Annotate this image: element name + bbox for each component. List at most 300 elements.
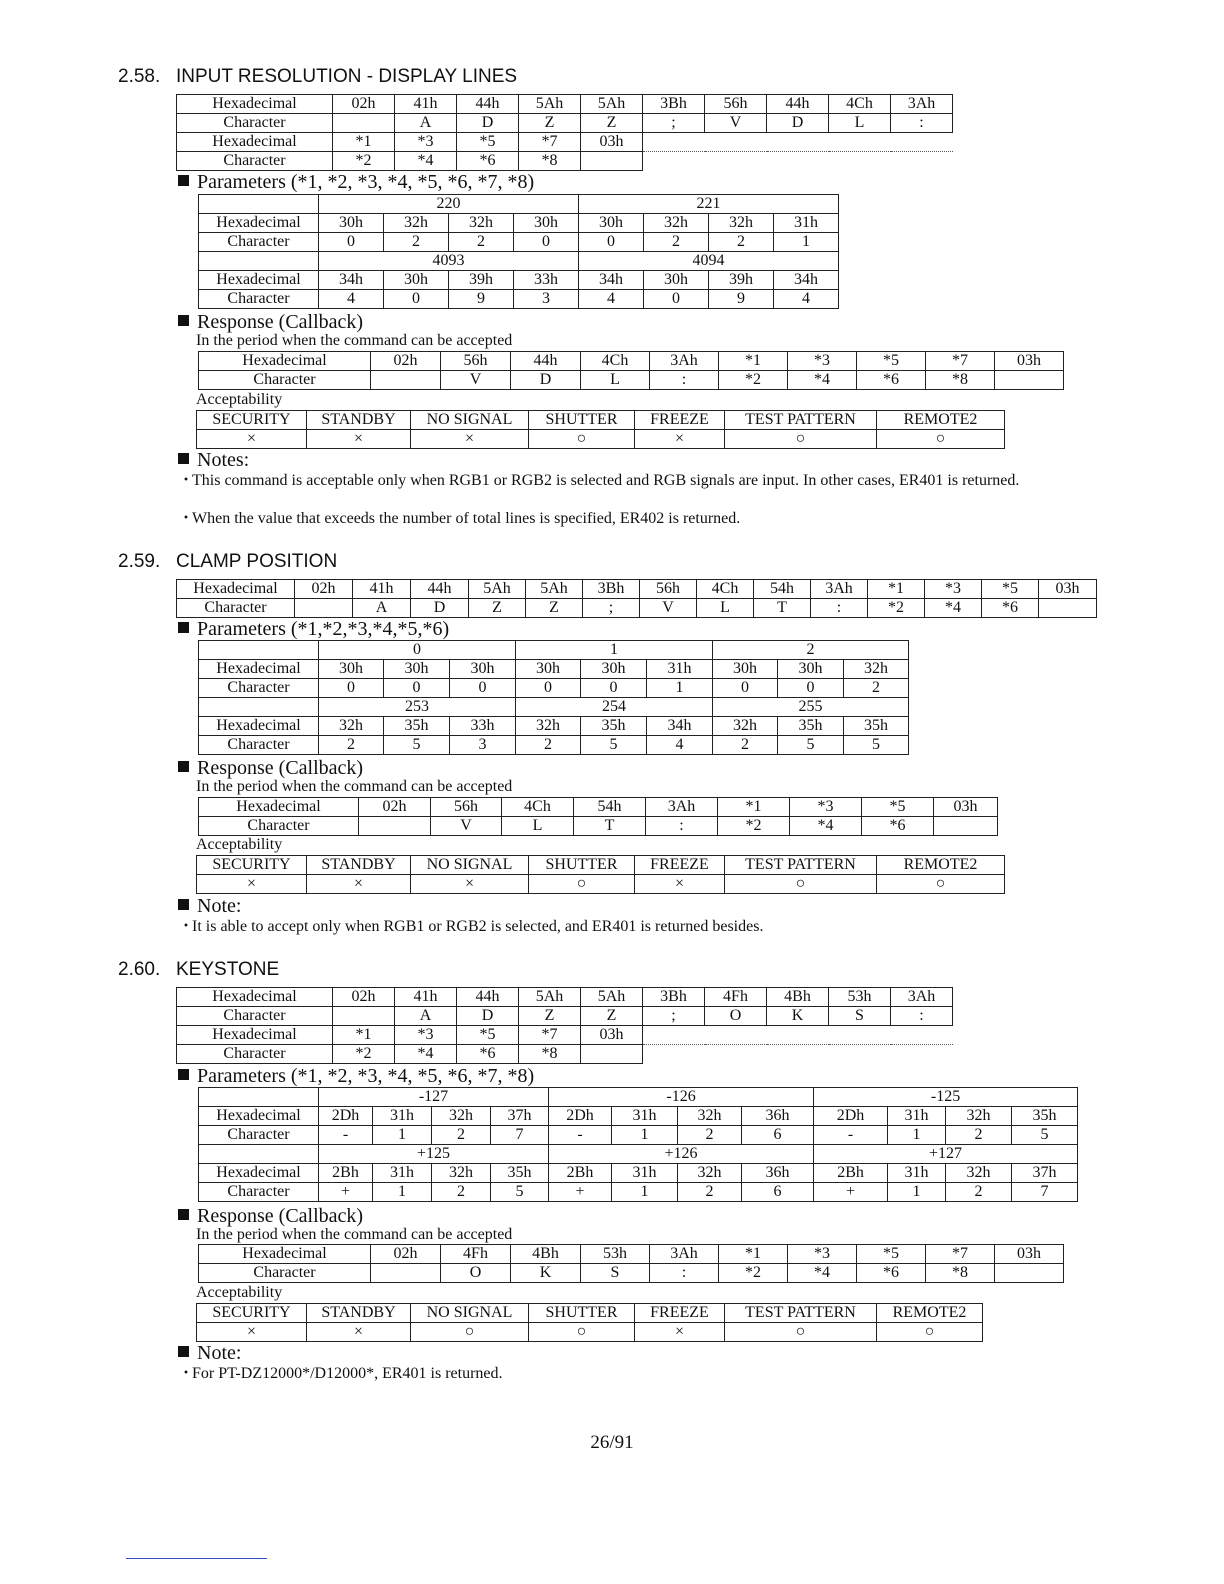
table-cell	[359, 817, 431, 836]
table-cell: *5	[982, 580, 1039, 599]
table-cell: D	[457, 1007, 519, 1026]
table-cell: ○	[529, 430, 635, 449]
table-cell: 03h	[581, 1026, 643, 1045]
notes-heading: Notes:	[178, 449, 249, 472]
table-cell: 2	[678, 1126, 742, 1145]
table-cell: ○	[877, 875, 1005, 894]
table-cell	[295, 599, 353, 618]
table-cell: ×	[635, 1323, 725, 1342]
table-cell: 31h	[888, 1107, 946, 1126]
table-cell: 39h	[709, 271, 774, 290]
table-cell: 39h	[449, 271, 514, 290]
group-header: 0	[319, 641, 516, 660]
table-cell: 34h	[579, 271, 644, 290]
table-cell: 30h	[450, 660, 516, 679]
table-cell: NO SIGNAL	[411, 411, 529, 430]
table-cell: *5	[457, 1026, 519, 1045]
row-label: Character	[199, 233, 319, 252]
table-cell: ×	[635, 430, 725, 449]
table-cell: REMOTE2	[877, 1304, 983, 1323]
table-cell: 32h	[946, 1107, 1012, 1126]
table-cell: 41h	[395, 95, 457, 114]
table-cell: TEST PATTERN	[725, 856, 877, 875]
table-cell: *2	[333, 152, 395, 171]
table-cell: *1	[333, 1026, 395, 1045]
table-cell: -	[319, 1126, 373, 1145]
table-cell: *6	[862, 817, 934, 836]
table-row	[177, 1026, 953, 1045]
footer-rule	[126, 1558, 267, 1559]
command-table	[176, 94, 953, 171]
table-cell: *8	[926, 1264, 995, 1283]
table-cell: A	[395, 1007, 457, 1026]
table-cell: *3	[788, 352, 857, 371]
table-cell: *1	[719, 352, 788, 371]
group-header: +126	[549, 1145, 814, 1164]
table-cell: 56h	[441, 352, 511, 371]
table-cell: 32h	[432, 1164, 491, 1183]
row-label: ×	[197, 875, 307, 894]
table-cell: :	[891, 1007, 953, 1026]
table-cell: D	[457, 114, 519, 133]
table-cell: 56h	[431, 798, 502, 817]
table-row	[199, 233, 839, 252]
table-cell: D	[767, 114, 829, 133]
table-cell: 32h	[384, 214, 449, 233]
table-cell: ×	[307, 875, 411, 894]
empty-cell	[891, 152, 953, 171]
group-header: 254	[516, 698, 713, 717]
table-row	[197, 411, 1005, 430]
table-cell: 6	[742, 1183, 814, 1202]
table-cell: 30h	[319, 660, 384, 679]
table-cell: 35h	[844, 717, 909, 736]
table-cell: Z	[519, 114, 581, 133]
group-header: 253	[319, 698, 516, 717]
table-cell: L	[697, 599, 754, 618]
table-cell: 44h	[511, 352, 581, 371]
acceptability-label: Acceptability	[196, 391, 283, 408]
group-header: -127	[319, 1088, 549, 1107]
response-heading: Response (Callback)	[178, 311, 363, 334]
table-cell: 4Ch	[581, 352, 650, 371]
table-cell: 32h	[432, 1107, 491, 1126]
table-cell: 02h	[295, 580, 353, 599]
table-cell	[333, 114, 395, 133]
table-cell: 0	[319, 679, 384, 698]
table-cell: *3	[788, 1245, 857, 1264]
table-cell: 35h	[778, 717, 844, 736]
table-cell: *5	[857, 352, 926, 371]
group-header: -126	[549, 1088, 814, 1107]
table-cell: 2	[946, 1183, 1012, 1202]
table-row	[177, 1045, 953, 1064]
table-cell: NO SIGNAL	[411, 1304, 529, 1323]
row-label: Character	[177, 1007, 333, 1026]
table-cell: 32h	[319, 717, 384, 736]
table-cell: 4	[647, 736, 713, 755]
group-header: 1	[516, 641, 713, 660]
table-cell: V	[640, 599, 697, 618]
table-cell: 34h	[319, 271, 384, 290]
empty-cell	[891, 1045, 953, 1064]
table-cell: 53h	[581, 1245, 650, 1264]
row-label	[199, 1088, 319, 1107]
table-cell: ×	[635, 875, 725, 894]
table-cell: ×	[411, 430, 529, 449]
table-cell: 41h	[395, 988, 457, 1007]
table-cell: 44h	[767, 95, 829, 114]
table-cell: L	[581, 371, 650, 390]
table-cell: 5Ah	[581, 988, 643, 1007]
table-cell: NO SIGNAL	[411, 856, 529, 875]
parameters-table	[198, 640, 909, 755]
table-cell: 3Ah	[891, 988, 953, 1007]
table-cell: ;	[643, 114, 705, 133]
table-cell: 4Bh	[767, 988, 829, 1007]
table-cell: S	[829, 1007, 891, 1026]
table-cell: *8	[519, 1045, 581, 1064]
table-cell: *2	[719, 371, 788, 390]
table-cell: 5Ah	[581, 95, 643, 114]
table-cell	[995, 1264, 1064, 1283]
table-cell: 3Ah	[891, 95, 953, 114]
table-row	[177, 988, 953, 1007]
table-cell: 5	[581, 736, 647, 755]
table-cell: 30h	[778, 660, 844, 679]
table-row	[199, 1264, 1064, 1283]
table-cell: 30h	[579, 214, 644, 233]
table-cell: 1	[888, 1183, 946, 1202]
table-cell: 5Ah	[519, 95, 581, 114]
table-cell: 31h	[774, 214, 839, 233]
group-header: 4094	[579, 252, 839, 271]
table-cell: *4	[395, 1045, 457, 1064]
table-cell: 5	[1012, 1126, 1078, 1145]
table-cell: 2	[449, 233, 514, 252]
table-cell: ○	[725, 1323, 877, 1342]
empty-cell	[767, 152, 829, 171]
table-cell: 5	[844, 736, 909, 755]
table-cell	[333, 1007, 395, 1026]
acceptability-label: Acceptability	[196, 1284, 283, 1301]
table-cell: 36h	[742, 1164, 814, 1183]
table-cell: 44h	[457, 95, 519, 114]
empty-cell	[829, 1045, 891, 1064]
row-label: Hexadecimal	[177, 988, 333, 1007]
table-cell: 4Ch	[697, 580, 754, 599]
page-number: 26/91	[590, 1432, 634, 1453]
table-cell: 2Dh	[549, 1107, 612, 1126]
table-cell: 1	[612, 1126, 678, 1145]
table-cell: K	[511, 1264, 581, 1283]
table-row	[177, 95, 953, 114]
table-row	[177, 599, 1097, 618]
table-cell: 3Bh	[643, 988, 705, 1007]
table-row	[199, 1245, 1064, 1264]
row-label: Hexadecimal	[199, 717, 319, 736]
row-label: Hexadecimal	[199, 1245, 371, 1264]
table-cell: 4Fh	[441, 1245, 511, 1264]
table-cell: V	[441, 371, 511, 390]
table-cell: *2	[868, 599, 925, 618]
table-cell: *3	[925, 580, 982, 599]
table-cell: -	[549, 1126, 612, 1145]
table-cell: 37h	[491, 1107, 549, 1126]
empty-cell	[891, 1026, 953, 1045]
table-cell: 35h	[384, 717, 450, 736]
table-cell: 0	[514, 233, 579, 252]
table-cell: K	[767, 1007, 829, 1026]
table-row	[199, 352, 1064, 371]
table-cell: *2	[718, 817, 790, 836]
table-cell: 2	[319, 736, 384, 755]
table-cell: 0	[778, 679, 844, 698]
table-cell: *6	[857, 371, 926, 390]
table-cell: 3Ah	[811, 580, 868, 599]
table-cell: 5Ah	[526, 580, 583, 599]
group-header: 4093	[319, 252, 579, 271]
table-cell: V	[705, 114, 767, 133]
table-cell: *4	[395, 152, 457, 171]
table-row	[199, 660, 909, 679]
table-row	[199, 1107, 1078, 1126]
table-cell: 0	[713, 679, 778, 698]
row-label: Character	[177, 114, 333, 133]
table-cell: 2	[844, 679, 909, 698]
table-cell: ○	[877, 1323, 983, 1342]
section-heading-2-60: 2.60. KEYSTONE	[118, 959, 280, 980]
table-cell: *6	[982, 599, 1039, 618]
table-cell: *4	[925, 599, 982, 618]
row-label: Hexadecimal	[177, 580, 295, 599]
table-cell: 4	[774, 290, 839, 309]
table-cell: REMOTE2	[877, 411, 1005, 430]
table-cell: REMOTE2	[877, 856, 1005, 875]
note-item: ・When the value that exceeds the number of total lines is specified, ER402 is returned.	[178, 510, 741, 527]
table-cell: 3	[450, 736, 516, 755]
table-cell: 30h	[644, 271, 709, 290]
table-cell: 33h	[450, 717, 516, 736]
table-cell: :	[891, 114, 953, 133]
table-row	[199, 1126, 1078, 1145]
table-cell: L	[829, 114, 891, 133]
table-cell: 0	[450, 679, 516, 698]
acceptability-table	[196, 855, 1005, 894]
row-label: Character	[177, 152, 333, 171]
table-cell: 2	[516, 736, 581, 755]
table-cell: O	[441, 1264, 511, 1283]
response-heading: Response (Callback)	[178, 757, 363, 780]
table-cell: FREEZE	[635, 856, 725, 875]
table-cell	[581, 1045, 643, 1064]
empty-cell	[829, 1026, 891, 1045]
table-cell: 56h	[640, 580, 697, 599]
table-row	[199, 798, 998, 817]
table-row	[197, 430, 1005, 449]
table-cell: ○	[725, 430, 877, 449]
table-cell: 5	[491, 1183, 549, 1202]
table-row	[199, 698, 909, 717]
table-row	[199, 679, 909, 698]
table-cell: *3	[790, 798, 862, 817]
table-cell: ×	[307, 430, 411, 449]
parameters-heading: Parameters (*1, *2, *3, *4, *5, *6, *7, *8)	[178, 171, 534, 194]
table-cell: 31h	[612, 1164, 678, 1183]
table-row	[199, 1183, 1078, 1202]
table-cell: 34h	[647, 717, 713, 736]
row-label: Hexadecimal	[199, 798, 359, 817]
table-cell: *1	[333, 133, 395, 152]
table-cell: 31h	[373, 1107, 432, 1126]
empty-cell	[643, 133, 705, 152]
table-cell: O	[705, 1007, 767, 1026]
table-cell: ×	[307, 1323, 411, 1342]
row-label: SECURITY	[197, 411, 307, 430]
note-item: ・This command is acceptable only when RGB1 or RGB2 is selected and RGB signals are input. In other cases, ER401 is returned.	[178, 472, 1020, 489]
table-row	[199, 717, 909, 736]
table-cell: *2	[719, 1264, 788, 1283]
table-cell: ○	[877, 430, 1005, 449]
table-cell: 2	[432, 1126, 491, 1145]
row-label: Hexadecimal	[199, 1107, 319, 1126]
table-cell	[934, 817, 998, 836]
empty-cell	[705, 152, 767, 171]
table-cell: ;	[643, 1007, 705, 1026]
table-cell: 0	[384, 290, 449, 309]
table-cell: ○	[411, 1323, 529, 1342]
table-cell: 1	[373, 1126, 432, 1145]
table-cell: :	[811, 599, 868, 618]
row-label: SECURITY	[197, 1304, 307, 1323]
empty-cell	[643, 152, 705, 171]
table-cell: 0	[581, 679, 647, 698]
table-cell: 2Dh	[319, 1107, 373, 1126]
table-cell: TEST PATTERN	[725, 1304, 877, 1323]
table-cell: 37h	[1012, 1164, 1078, 1183]
row-label	[199, 698, 319, 717]
table-row	[199, 817, 998, 836]
table-cell: 2	[946, 1126, 1012, 1145]
table-cell: *4	[788, 1264, 857, 1283]
table-row	[199, 371, 1064, 390]
table-cell: *4	[790, 817, 862, 836]
table-cell: 1	[888, 1126, 946, 1145]
table-cell: 54h	[574, 798, 646, 817]
table-cell	[581, 152, 643, 171]
table-cell: ○	[529, 875, 635, 894]
table-cell	[371, 371, 441, 390]
table-cell: *6	[457, 1045, 519, 1064]
note-item: ・It is able to accept only when RGB1 or RGB2 is selected, and ER401 is returned besides.	[178, 918, 764, 935]
table-cell: 3Ah	[646, 798, 718, 817]
table-cell: *7	[926, 352, 995, 371]
table-cell: 9	[449, 290, 514, 309]
table-cell: *5	[862, 798, 934, 817]
table-cell: *8	[519, 152, 581, 171]
table-cell: 1	[647, 679, 713, 698]
section-heading-2-58: 2.58. INPUT RESOLUTION - DISPLAY LINES	[118, 66, 518, 87]
table-cell: 7	[1012, 1183, 1078, 1202]
table-cell: 30h	[713, 660, 778, 679]
table-cell: 54h	[754, 580, 811, 599]
table-cell: FREEZE	[635, 1304, 725, 1323]
table-cell: T	[754, 599, 811, 618]
table-row	[177, 580, 1097, 599]
table-row	[199, 736, 909, 755]
table-cell: 03h	[934, 798, 998, 817]
row-label: Character	[177, 1045, 333, 1064]
table-cell	[1039, 599, 1097, 618]
group-header: 220	[319, 195, 579, 214]
table-cell: TEST PATTERN	[725, 411, 877, 430]
table-cell: Z	[469, 599, 526, 618]
table-cell: 3	[514, 290, 579, 309]
table-cell: 2Dh	[814, 1107, 888, 1126]
table-cell: 2	[709, 233, 774, 252]
table-cell: Z	[519, 1007, 581, 1026]
table-cell: 35h	[491, 1164, 549, 1183]
group-header: +127	[814, 1145, 1078, 1164]
table-cell: 7	[491, 1126, 549, 1145]
group-header: 2	[713, 641, 909, 660]
table-cell: SHUTTER	[529, 1304, 635, 1323]
row-label: Character	[199, 679, 319, 698]
table-cell: 4Ch	[829, 95, 891, 114]
table-cell: 1	[373, 1183, 432, 1202]
table-cell: 5	[778, 736, 844, 755]
table-cell: 32h	[449, 214, 514, 233]
empty-cell	[767, 133, 829, 152]
table-cell: 5Ah	[469, 580, 526, 599]
table-cell: 30h	[384, 660, 450, 679]
table-cell: 2	[432, 1183, 491, 1202]
table-cell: 4	[579, 290, 644, 309]
group-header: +125	[319, 1145, 549, 1164]
table-cell: FREEZE	[635, 411, 725, 430]
table-cell: T	[574, 817, 646, 836]
table-cell: 30h	[384, 271, 449, 290]
table-cell: *1	[868, 580, 925, 599]
table-cell: 30h	[514, 214, 579, 233]
table-cell: 32h	[946, 1164, 1012, 1183]
table-cell: 1	[774, 233, 839, 252]
parameters-table	[198, 194, 839, 309]
table-cell: *2	[333, 1045, 395, 1064]
table-row	[177, 133, 953, 152]
table-row	[199, 290, 839, 309]
table-cell: 0	[516, 679, 581, 698]
table-cell: 44h	[457, 988, 519, 1007]
table-cell: 02h	[359, 798, 431, 817]
table-cell: *1	[718, 798, 790, 817]
table-cell: *8	[926, 371, 995, 390]
section-heading-2-59: 2.59. CLAMP POSITION	[118, 551, 338, 572]
row-label: ×	[197, 1323, 307, 1342]
table-row	[177, 114, 953, 133]
row-label: SECURITY	[197, 856, 307, 875]
row-label: Hexadecimal	[199, 214, 319, 233]
table-cell: SHUTTER	[529, 411, 635, 430]
row-label: Character	[177, 599, 295, 618]
row-label: Hexadecimal	[199, 1164, 319, 1183]
table-cell: 2Bh	[549, 1164, 612, 1183]
table-row	[199, 195, 839, 214]
empty-cell	[829, 133, 891, 152]
table-cell: *3	[395, 133, 457, 152]
table-row	[197, 1304, 983, 1323]
table-cell: 34h	[774, 271, 839, 290]
